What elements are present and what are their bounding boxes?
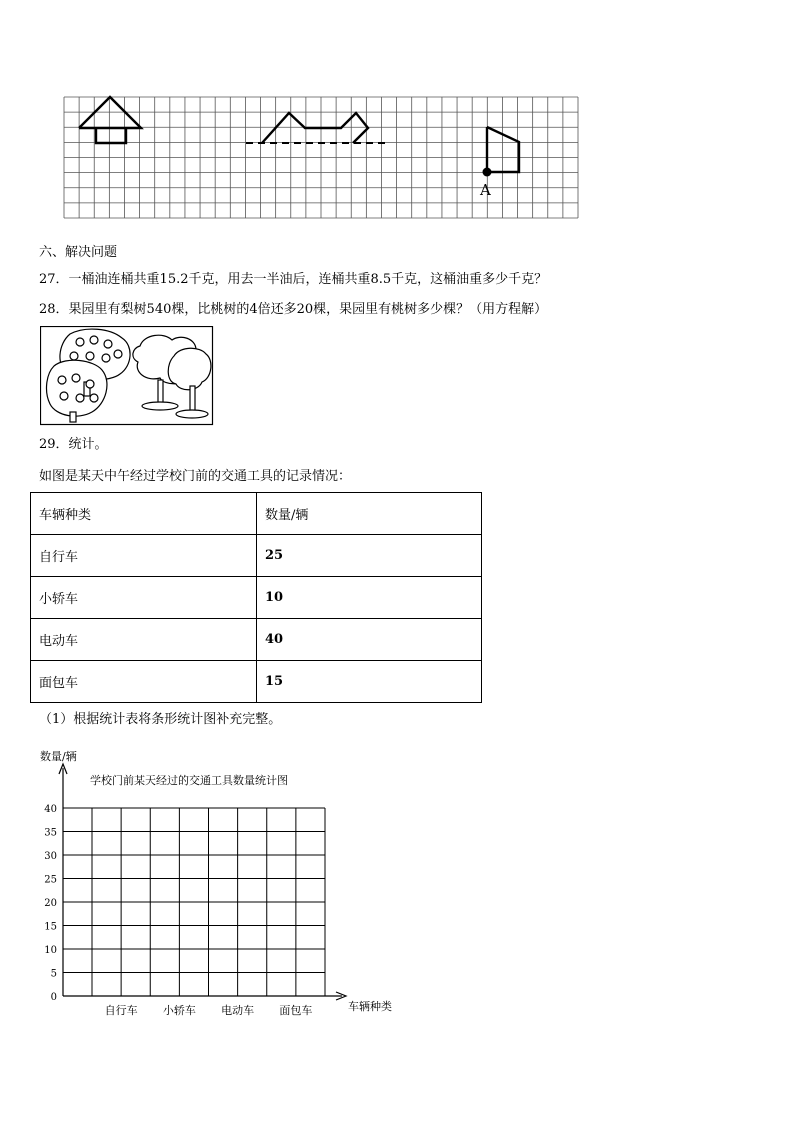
y-tick-label: 40 [44, 804, 57, 815]
y-tick-label: 0 [50, 992, 57, 1003]
chart-y-ticks [44, 804, 57, 1003]
x-tick-label: 电动车 [221, 1004, 255, 1017]
question-29: 29．统计。 [39, 437, 108, 452]
y-tick-label: 15 [44, 921, 57, 933]
chart-xlabel: 车辆种类 [348, 1000, 392, 1013]
question-27: 27．一桶油连桶共重15.2千克，用去一半油后，连桶共重8.5千克，这桶油重多少千克？ [39, 272, 548, 287]
point-a-label: A [480, 181, 491, 199]
y-tick-label: 5 [50, 968, 57, 980]
row-type: 自行车 [31, 535, 257, 577]
grid-lines [64, 97, 578, 218]
table-row [31, 661, 482, 703]
bar-chart [0, 740, 794, 1030]
header-count: 数量/辆 [257, 493, 482, 535]
header-vehicle-type: 车辆种类 [31, 493, 257, 535]
grid-figure [0, 0, 794, 235]
chart-ylabel: 数量/辆 [40, 750, 77, 763]
chart-grid [63, 808, 325, 996]
table-header-row [31, 493, 482, 535]
table-row [31, 619, 482, 661]
chart-axes [59, 764, 346, 1000]
half-shape [262, 113, 368, 143]
chart-title: 学校门前某天经过的交通工具数量统计图 [90, 774, 288, 787]
point-a [483, 168, 492, 177]
x-tick-label: 面包车 [279, 1004, 313, 1017]
y-tick-label: 10 [44, 945, 57, 956]
row-type: 面包车 [31, 661, 257, 703]
y-tick-label: 25 [44, 874, 57, 886]
y-tick-label: 35 [44, 827, 57, 839]
row-type: 小轿车 [31, 577, 257, 619]
y-tick-label: 30 [44, 851, 57, 862]
table-row [31, 577, 482, 619]
row-count: 10 [257, 577, 482, 619]
quadrilateral-shape [487, 127, 519, 172]
question-29-intro: 如图是某天中午经过学校门前的交通工具的记录情况： [39, 469, 352, 484]
question-28: 28．果园里有梨树540棵，比桃树的4倍还多20棵，果园里有桃树多少棵？（用方程解） [39, 302, 548, 317]
vehicle-table [30, 492, 482, 703]
row-type: 电动车 [31, 619, 257, 661]
question-29-part1: （1）根据统计表将条形统计图补充完整。 [39, 712, 282, 727]
x-tick-label: 自行车 [104, 1004, 138, 1017]
section-heading: 六、解决问题 [39, 245, 118, 260]
house-shape [79, 97, 141, 143]
row-count: 25 [257, 535, 482, 577]
x-tick-label: 小轿车 [162, 1004, 196, 1017]
y-tick-label: 20 [44, 898, 57, 909]
table-row [31, 535, 482, 577]
row-count: 15 [257, 661, 482, 703]
row-count: 40 [257, 619, 482, 661]
chart-x-ticks [105, 1003, 313, 1017]
orchard-illustration [40, 326, 214, 426]
